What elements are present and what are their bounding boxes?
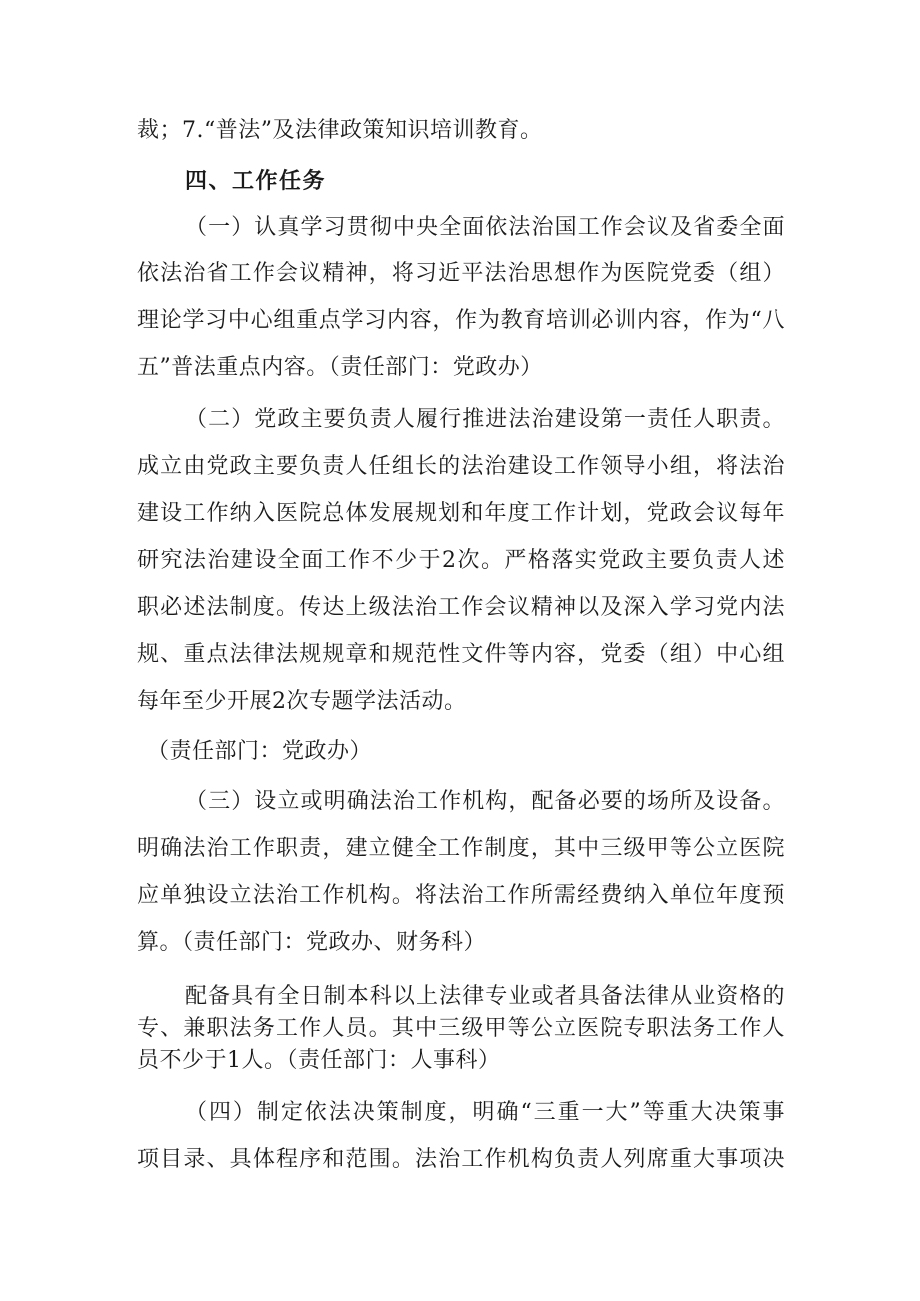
text-line-4: 依法治省工作会议精神，将习近平法治思想作为医院党委（组） [137,261,785,286]
text-line-19: 配备具有全日制本科以上法律专业或者具备法律从业资格的 [185,984,785,1009]
text-line-7: （二）党政主要负责人履行推进法治建设第一责任人职责。 [185,407,785,432]
text-line-1: 裁；7.“普法”及法律政策知识培训教育。 [137,118,543,143]
text-line-20: 专、兼职法务工作人员。其中三级甲等公立医院专职法务工作人 [137,1016,785,1041]
text-line-18: 算。（责任部门：党政办、财务科） [137,930,487,955]
text-line-21: 员不少于1人。（责任部门：人事科） [137,1048,501,1073]
section-heading: 四、工作任务 [185,169,327,194]
text-line-13: 每年至少开展2次专题学法活动。 [137,689,467,714]
text-line-12: 规、重点法律法规规章和规范性文件等内容，党委（组）中心组 [137,642,785,667]
text-line-22: （四）制定依法决策制度，明确“三重一大”等重大决策事 [185,1100,785,1125]
text-line-11: 职必述法制度。传达上级法治工作会议精神以及深入学习党内法 [137,595,785,620]
text-line-17: 应单独设立法治工作机构。将法治工作所需经费纳入单位年度预 [137,883,785,908]
text-line-15: （三）设立或明确法治工作机构，配备必要的场所及设备。 [185,789,785,814]
text-line-14: （责任部门：党政办） [147,739,373,764]
text-line-5: 理论学习中心组重点学习内容，作为教育培训必训内容，作为“八 [137,308,785,333]
text-line-16: 明确法治工作职责，建立健全工作制度，其中三级甲等公立医院 [137,836,785,861]
text-line-23: 项目录、具体程序和范围。法治工作机构负责人列席重大事项决 [137,1147,785,1172]
text-line-6: 五”普法重点内容。（责任部门：党政办） [137,355,543,380]
text-line-8: 成立由党政主要负责人任组长的法治建设工作领导小组，将法治 [137,454,785,479]
text-line-3: （一）认真学习贯彻中央全面依法治国工作会议及省委全面 [185,215,785,240]
text-line-9: 建设工作纳入医院总体发展规划和年度工作计划，党政会议每年 [137,501,785,526]
text-line-10: 研究法治建设全面工作不少于2次。严格落实党政主要负责人述 [137,548,785,573]
